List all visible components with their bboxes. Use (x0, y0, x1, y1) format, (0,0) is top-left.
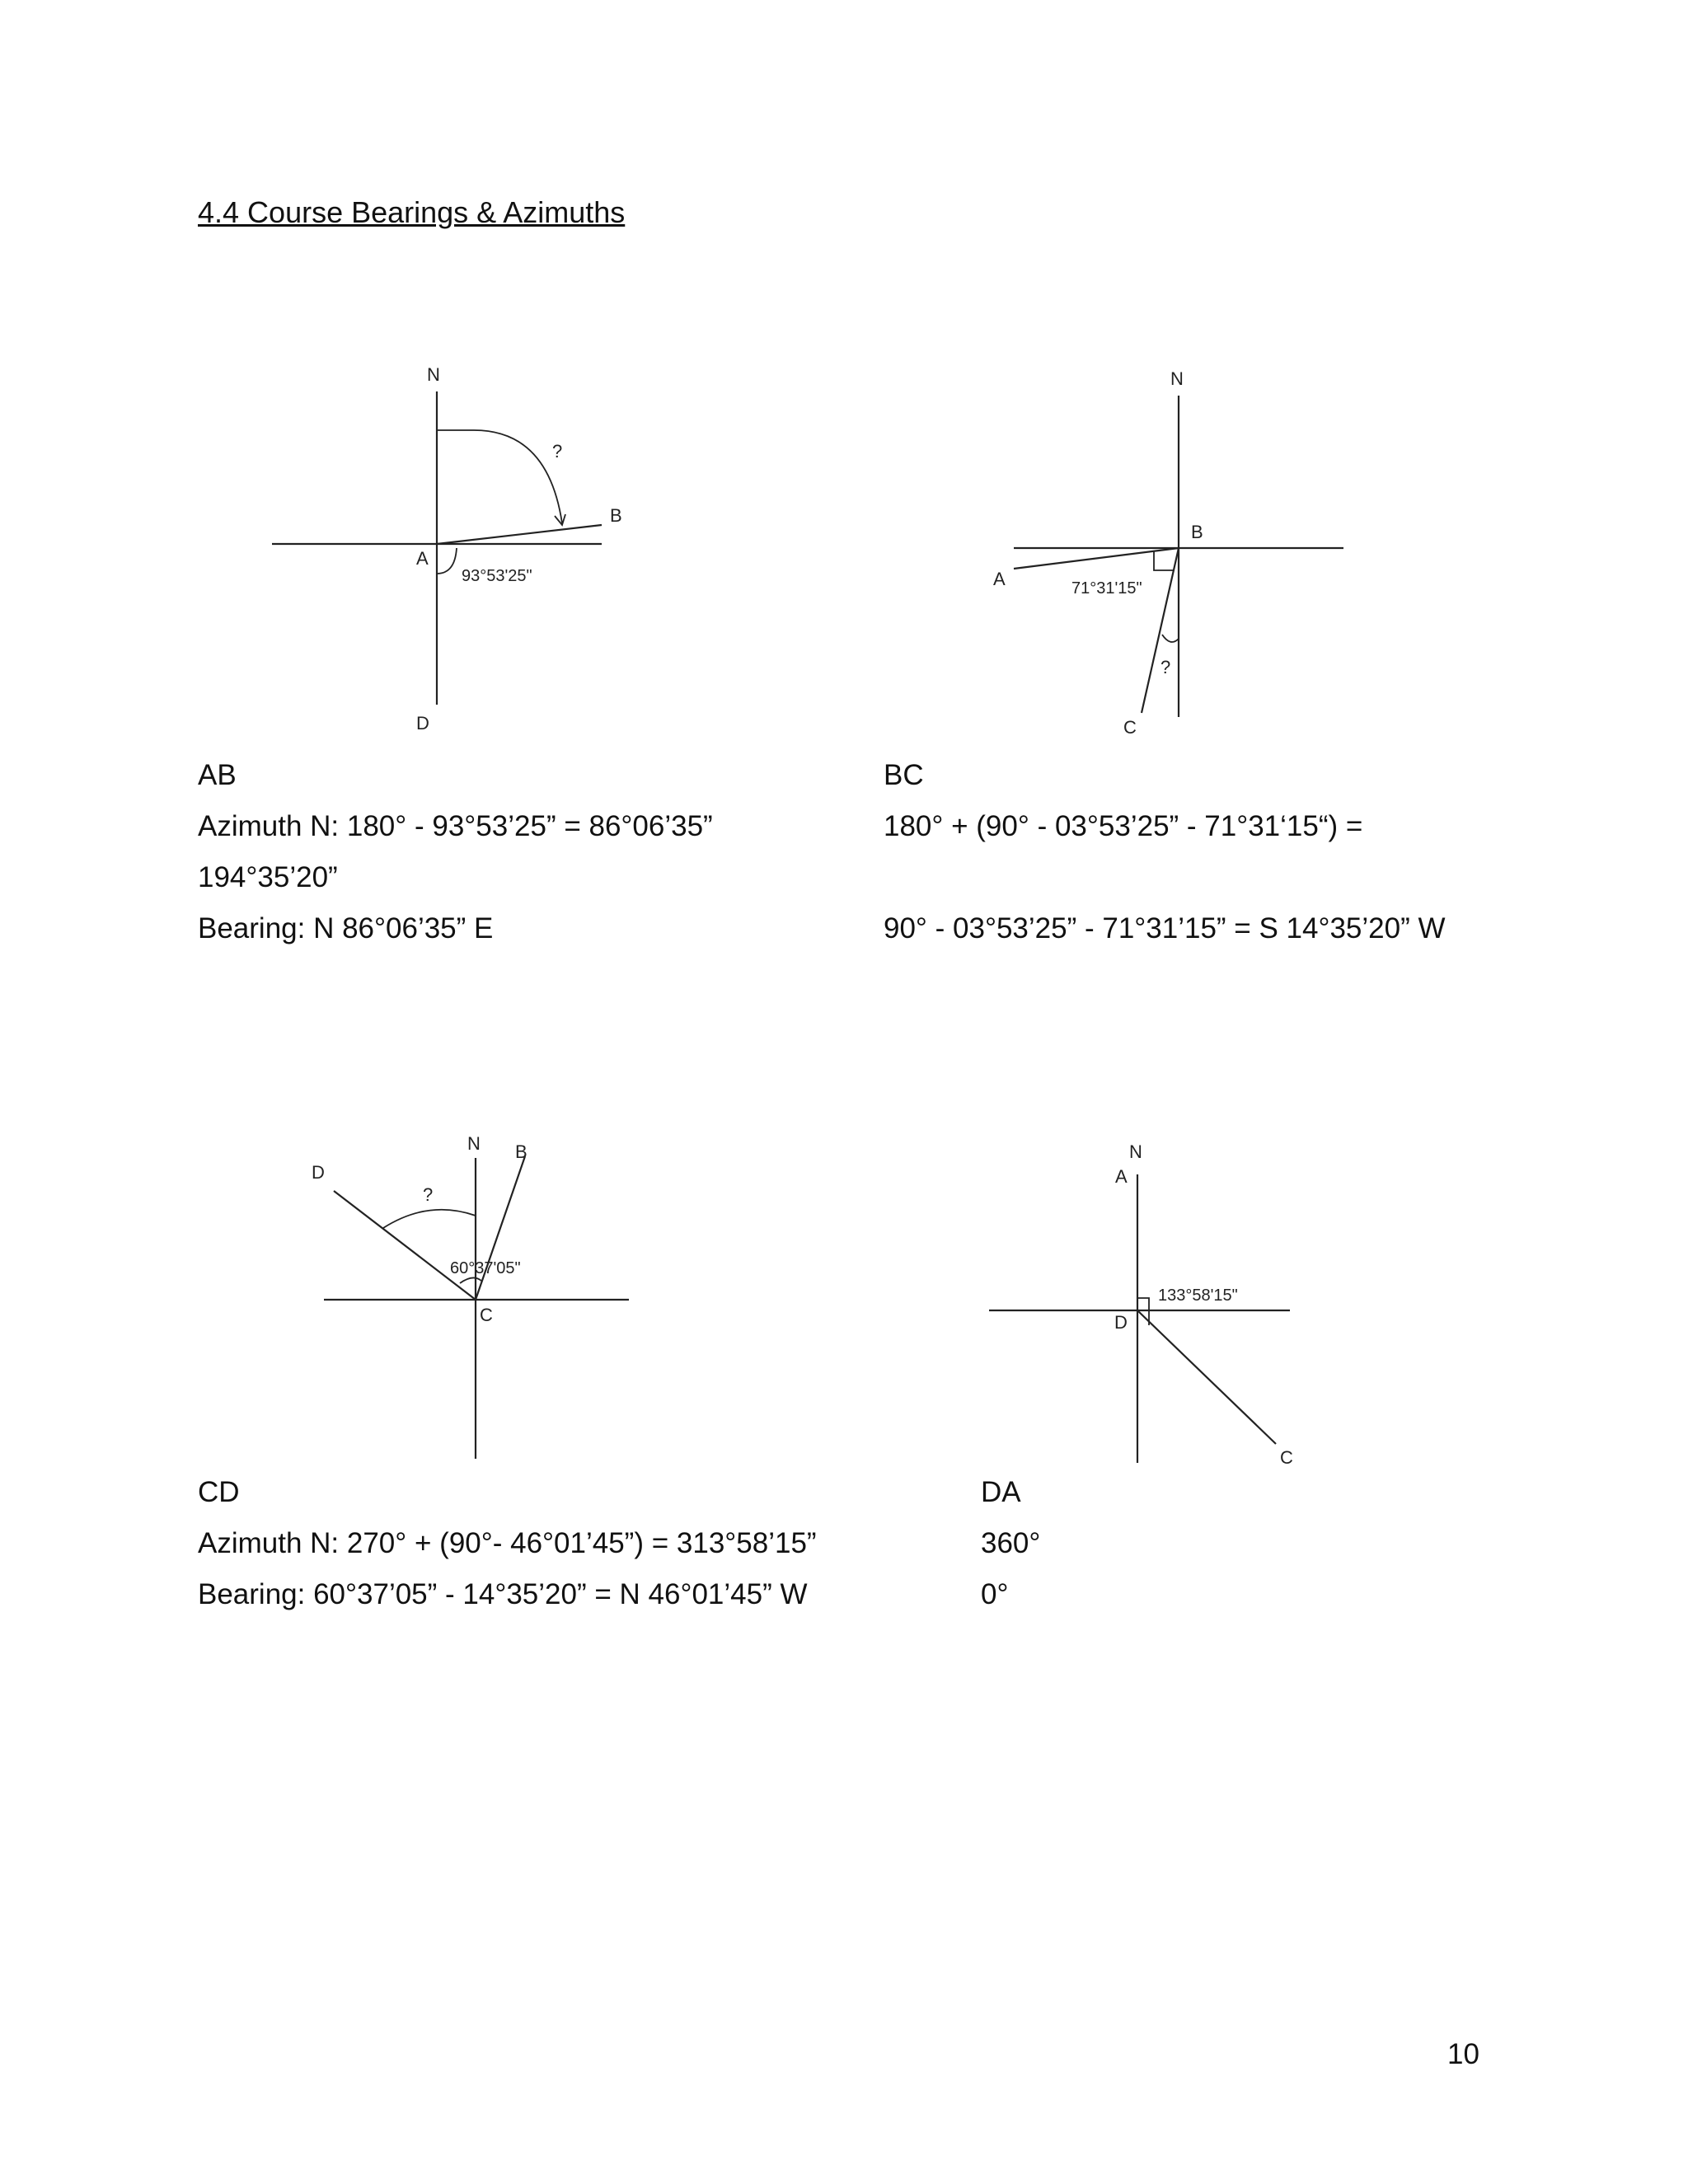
block-bc-blank (884, 852, 1446, 903)
block-ab-heading: AB (198, 759, 237, 791)
block-ab (198, 750, 713, 954)
label-c: C (1280, 1447, 1293, 1468)
course-line-cd (334, 1191, 476, 1300)
course-line-bc (1142, 548, 1179, 713)
label-d: D (416, 713, 429, 733)
block-cd (198, 1467, 817, 1620)
angle-label: 60°37'05" (450, 1259, 521, 1277)
label-b: B (515, 1141, 528, 1162)
label-unknown: ? (552, 441, 563, 462)
label-d: D (312, 1162, 325, 1183)
course-line-cb (476, 1156, 525, 1300)
angle-mark (460, 1277, 482, 1283)
unknown-arc (383, 1210, 476, 1228)
block-bc (884, 750, 1446, 954)
label-unknown: ? (423, 1184, 434, 1205)
page-number: 10 (1447, 2038, 1479, 2070)
label-a: A (416, 548, 429, 569)
block-cd-azimuth: Azimuth N: 270° + (90°- 46°01’45”) = 313°58’15” (198, 1527, 817, 1559)
block-cd-bearing: Bearing: 60°37’05” - 14°35’20” = N 46°01’45” W (198, 1578, 808, 1610)
block-bc-azimuth: 180° + (90° - 03°53’25” - 71°31‘15“) = (884, 810, 1363, 842)
label-d: D (1114, 1312, 1128, 1333)
label-c: C (1123, 717, 1137, 738)
diagram-da (973, 1137, 1335, 1483)
block-cd-heading: CD (198, 1476, 240, 1508)
angle-label: 71°31'15" (1071, 579, 1142, 598)
bearing-arc (1162, 635, 1179, 642)
label-b: B (610, 505, 622, 526)
label-a: A (1115, 1166, 1128, 1187)
angle-label: 93°53'25" (462, 567, 532, 585)
course-line-dc (1137, 1310, 1276, 1444)
angle-mark (437, 548, 457, 574)
block-bc-heading: BC (884, 759, 924, 791)
azimuth-arrowhead (555, 514, 565, 525)
block-bc-bearing: 90° - 03°53’25” - 71°31’15” = S 14°35’20” W (884, 912, 1446, 944)
diagram-ab (264, 354, 626, 742)
azimuth-arc (437, 430, 562, 523)
section-title: 4.4 Course Bearings & Azimuths (198, 195, 626, 229)
label-n: N (1129, 1141, 1142, 1162)
label-n: N (1170, 368, 1184, 389)
diagram-cd (305, 1133, 651, 1479)
block-ab-azimuth: Azimuth N: 180° - 93°53’25” = 86°06’35” (198, 810, 713, 842)
block-da-bearing: 0° (981, 1578, 1009, 1610)
angle-mark (1154, 551, 1175, 570)
label-a: A (993, 569, 1006, 589)
label-c: C (480, 1305, 493, 1325)
angle-label: 133°58'15" (1158, 1286, 1238, 1305)
label-b: B (1191, 522, 1203, 542)
block-ab-result: 194°35’20” (198, 861, 338, 893)
block-ab-bearing: Bearing: N 86°06’35” E (198, 912, 494, 944)
block-da-heading: DA (981, 1476, 1021, 1508)
block-da (981, 1467, 1040, 1620)
label-n: N (467, 1133, 481, 1154)
block-da-azimuth: 360° (981, 1527, 1041, 1559)
course-line-ab (437, 525, 602, 544)
diagram-bc (989, 363, 1352, 750)
label-unknown: ? (1160, 657, 1171, 677)
label-n: N (427, 364, 440, 385)
